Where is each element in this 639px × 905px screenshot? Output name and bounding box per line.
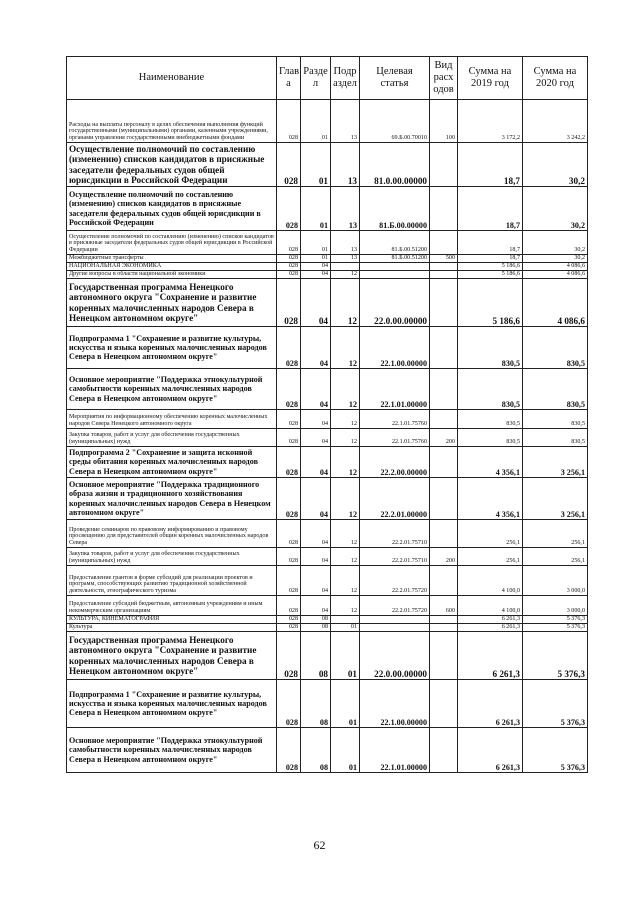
row-podrazdel: 12 xyxy=(331,447,360,478)
row-glava: 028 xyxy=(277,263,301,271)
row-target: 22.1.00.00000 xyxy=(360,327,430,369)
row-sum-2020: 5 376,3 xyxy=(523,624,588,632)
row-podrazdel: 01 xyxy=(331,624,360,632)
row-podrazdel: 12 xyxy=(331,271,360,279)
row-glava: 028 xyxy=(277,327,301,369)
table-row xyxy=(67,369,588,410)
table-row xyxy=(67,231,588,255)
row-sum-2019: 18,7 xyxy=(458,255,523,263)
row-glava: 028 xyxy=(277,143,301,187)
row-razdel: 04 xyxy=(301,327,331,369)
table-row xyxy=(67,429,588,447)
row-razdel: 04 xyxy=(301,263,331,271)
row-vid xyxy=(430,263,458,271)
row-target xyxy=(360,263,430,271)
row-sum-2020: 30,2 xyxy=(523,187,588,231)
row-sum-2019: 830,5 xyxy=(458,369,523,410)
row-vid xyxy=(430,410,458,429)
row-vid xyxy=(430,279,458,327)
row-sum-2019: 5 186,6 xyxy=(458,271,523,279)
row-sum-2020: 5 376,3 xyxy=(523,632,588,680)
row-podrazdel xyxy=(331,263,360,271)
row-name: Мероприятия по информационному обеспечению коренных малочисленных народов Севера Ненецкого автономного округа xyxy=(67,410,277,429)
row-target: 81.Б.00.51200 xyxy=(360,231,430,255)
row-target xyxy=(360,616,430,624)
row-target: 81.0.00.00000 xyxy=(360,143,430,187)
row-podrazdel: 13 xyxy=(331,187,360,231)
row-podrazdel: 12 xyxy=(331,369,360,410)
row-glava: 028 xyxy=(277,447,301,478)
table-row xyxy=(67,447,588,478)
table-row xyxy=(67,255,588,263)
row-sum-2020: 830,5 xyxy=(523,327,588,369)
row-name: Подпрограмма 1 "Сохранение и развитие культуры, искусства и языка коренных малочисленных народов Севера в Ненецком автономном округе" xyxy=(67,680,277,728)
row-name: Основное мероприятие "Поддержка традиционного образа жизни и традиционного хозяйствования коренных малочисленных народов Севера в Ненецком автономном округе" xyxy=(67,478,277,520)
row-podrazdel: 01 xyxy=(331,680,360,728)
row-podrazdel xyxy=(331,616,360,624)
row-sum-2019: 4 100,0 xyxy=(458,566,523,596)
table-row xyxy=(67,624,588,632)
row-sum-2019: 4 356,1 xyxy=(458,478,523,520)
row-name: Осуществление полномочий по составлению (изменению) списков кандидатов в присяжные заседатели федеральных судов общей юрисдикции в Российской Федерации xyxy=(67,231,277,255)
row-name: Проведение семинаров по правовому информированию и правовому просвещению для представителей общин коренных малочисленных народов Севера xyxy=(67,520,277,548)
budget-table xyxy=(66,56,588,773)
header-name: Наименование xyxy=(67,57,277,100)
row-razdel: 04 xyxy=(301,520,331,548)
row-razdel: 04 xyxy=(301,279,331,327)
row-razdel: 08 xyxy=(301,632,331,680)
row-sum-2020: 4 086,6 xyxy=(523,263,588,271)
row-razdel: 08 xyxy=(301,624,331,632)
row-name: Осуществление полномочий по составлению (изменению) списков кандидатов в присяжные заседатели федеральных судов общей юрисдикции в Российской Федерации xyxy=(67,187,277,231)
row-sum-2020: 30,2 xyxy=(523,255,588,263)
row-glava: 028 xyxy=(277,728,301,773)
row-podrazdel: 12 xyxy=(331,520,360,548)
row-razdel: 04 xyxy=(301,478,331,520)
row-razdel: 08 xyxy=(301,680,331,728)
row-glava: 028 xyxy=(277,548,301,566)
row-glava: 028 xyxy=(277,255,301,263)
row-glava: 028 xyxy=(277,279,301,327)
row-sum-2020: 830,5 xyxy=(523,429,588,447)
row-glava: 028 xyxy=(277,231,301,255)
row-podrazdel: 12 xyxy=(331,429,360,447)
row-glava: 028 xyxy=(277,429,301,447)
row-glava: 028 xyxy=(277,616,301,624)
header-glava: Глав а xyxy=(277,57,301,100)
row-podrazdel: 13 xyxy=(331,255,360,263)
row-glava: 028 xyxy=(277,566,301,596)
row-name: Межбюджетные трансферты xyxy=(67,255,277,263)
row-vid xyxy=(430,680,458,728)
row-sum-2020: 256,1 xyxy=(523,548,588,566)
row-sum-2019: 18,7 xyxy=(458,231,523,255)
row-vid: 100 xyxy=(430,100,458,143)
table-row xyxy=(67,279,588,327)
row-glava: 028 xyxy=(277,680,301,728)
row-glava: 028 xyxy=(277,478,301,520)
row-podrazdel: 12 xyxy=(331,327,360,369)
row-name: КУЛЬТУРА, КИНЕМАТОГРАФИЯ xyxy=(67,616,277,624)
row-vid: 200 xyxy=(430,429,458,447)
row-vid xyxy=(430,143,458,187)
row-podrazdel: 12 xyxy=(331,478,360,520)
header-row xyxy=(67,57,588,100)
row-sum-2019: 18,7 xyxy=(458,187,523,231)
row-podrazdel: 13 xyxy=(331,100,360,143)
row-razdel: 08 xyxy=(301,616,331,624)
row-glava: 028 xyxy=(277,596,301,616)
table-row xyxy=(67,616,588,624)
row-target: 22.1.01.00000 xyxy=(360,728,430,773)
row-glava: 028 xyxy=(277,624,301,632)
row-vid xyxy=(430,271,458,279)
table-row xyxy=(67,271,588,279)
row-podrazdel: 12 xyxy=(331,596,360,616)
row-sum-2019: 830,5 xyxy=(458,327,523,369)
row-razdel: 04 xyxy=(301,271,331,279)
table-row xyxy=(67,680,588,728)
row-vid xyxy=(430,187,458,231)
row-vid xyxy=(430,520,458,548)
row-vid xyxy=(430,728,458,773)
header-podrazdel: Подр аздел xyxy=(331,57,360,100)
row-name: Предоставление субсидий бюджетным, автономным учреждениям и иным некоммерческим организациям xyxy=(67,596,277,616)
row-sum-2020: 5 376,3 xyxy=(523,680,588,728)
row-razdel: 01 xyxy=(301,255,331,263)
row-name: Расходы на выплаты персоналу в целях обеспечения выполнения функций государственными (муниципальными) органами, казенными учреждениями, органами управления государственными внебюджетными фондами xyxy=(67,100,277,143)
row-sum-2020: 3 256,1 xyxy=(523,478,588,520)
row-sum-2019: 6 261,3 xyxy=(458,616,523,624)
row-name: Подпрограмма 2 "Сохранение и защита исконной среды обитания коренных малочисленных народов Севера в Ненецком автономном округе" xyxy=(67,447,277,478)
header-target: Целевая статья xyxy=(360,57,430,100)
table-row xyxy=(67,520,588,548)
header-vid: Вид расх одов xyxy=(430,57,458,100)
row-sum-2020: 4 086,6 xyxy=(523,279,588,327)
row-razdel: 04 xyxy=(301,429,331,447)
row-target: 81.Б.00.51200 xyxy=(360,255,430,263)
row-sum-2020: 5 376,3 xyxy=(523,728,588,773)
row-target: 22.2.00.00000 xyxy=(360,447,430,478)
header-sum-2019: Сумма на 2019 год xyxy=(458,57,523,100)
row-glava: 028 xyxy=(277,187,301,231)
row-sum-2020: 3 000,0 xyxy=(523,566,588,596)
table-row xyxy=(67,728,588,773)
table-row xyxy=(67,632,588,680)
header-sum-2020: Сумма на 2020 год xyxy=(523,57,588,100)
row-glava: 028 xyxy=(277,632,301,680)
row-target: 22.2.01.75720 xyxy=(360,596,430,616)
table-body xyxy=(67,100,588,773)
row-vid xyxy=(430,478,458,520)
row-target: 22.1.00.00000 xyxy=(360,680,430,728)
table-row xyxy=(67,410,588,429)
row-sum-2019: 6 261,3 xyxy=(458,632,523,680)
row-vid xyxy=(430,616,458,624)
row-target xyxy=(360,271,430,279)
row-vid xyxy=(430,632,458,680)
row-vid xyxy=(430,566,458,596)
row-vid xyxy=(430,447,458,478)
row-podrazdel: 12 xyxy=(331,566,360,596)
row-target: 22.2.01.75710 xyxy=(360,548,430,566)
row-target: 22.2.01.75720 xyxy=(360,566,430,596)
row-sum-2019: 3 172,2 xyxy=(458,100,523,143)
row-razdel: 08 xyxy=(301,728,331,773)
table-row xyxy=(67,100,588,143)
row-name: НАЦИОНАЛЬНАЯ ЭКОНОМИКА xyxy=(67,263,277,271)
row-vid: 500 xyxy=(430,255,458,263)
header-razdel: Разде л xyxy=(301,57,331,100)
row-sum-2020: 3 242,2 xyxy=(523,100,588,143)
row-target: 22.2.01.00000 xyxy=(360,478,430,520)
table-row xyxy=(67,566,588,596)
row-podrazdel: 12 xyxy=(331,548,360,566)
row-target: 22.2.01.75710 xyxy=(360,520,430,548)
table-row xyxy=(67,187,588,231)
row-sum-2019: 18,7 xyxy=(458,143,523,187)
row-razdel: 01 xyxy=(301,231,331,255)
row-sum-2020: 30,2 xyxy=(523,231,588,255)
row-razdel: 01 xyxy=(301,187,331,231)
row-name: Основное мероприятие "Поддержка этнокультурной самобытности коренных малочисленных народов Севера в Ненецком автономном округе" xyxy=(67,728,277,773)
row-target: 22.0.00.00000 xyxy=(360,632,430,680)
table-row xyxy=(67,263,588,271)
row-vid: 200 xyxy=(430,548,458,566)
row-name: Государственная программа Ненецкого автономного округа "Сохранение и развитие коренных малочисленных народов Севера в Ненецком автономном округе" xyxy=(67,279,277,327)
row-sum-2019: 6 261,3 xyxy=(458,624,523,632)
table-row xyxy=(67,548,588,566)
row-razdel: 04 xyxy=(301,369,331,410)
row-sum-2020: 30,2 xyxy=(523,143,588,187)
table-row xyxy=(67,143,588,187)
table-row xyxy=(67,478,588,520)
row-vid xyxy=(430,624,458,632)
row-name: Осуществление полномочий по составлению (изменению) списков кандидатов в присяжные заседатели федеральных судов общей юрисдикции в Российской Федерации xyxy=(67,143,277,187)
row-name: Предоставление грантов в форме субсидий для реализации проектов и программ, способствующих развитию традиционной хозяйственной деятельности, этнографического туризма xyxy=(67,566,277,596)
row-name: Другие вопросы в области национальной экономики xyxy=(67,271,277,279)
row-target: 69.Б.00.70010 xyxy=(360,100,430,143)
row-razdel: 04 xyxy=(301,410,331,429)
row-sum-2019: 256,1 xyxy=(458,548,523,566)
row-razdel: 04 xyxy=(301,447,331,478)
row-podrazdel: 13 xyxy=(331,143,360,187)
row-sum-2019: 830,5 xyxy=(458,429,523,447)
row-podrazdel: 12 xyxy=(331,279,360,327)
row-name: Основное мероприятие "Поддержка этнокультурной самобытности коренных малочисленных народов Севера в Ненецком автономном округе" xyxy=(67,369,277,410)
table-row xyxy=(67,596,588,616)
row-sum-2019: 5 186,6 xyxy=(458,279,523,327)
row-sum-2020: 830,5 xyxy=(523,410,588,429)
row-sum-2019: 6 261,3 xyxy=(458,680,523,728)
row-target: 22.1.01.75760 xyxy=(360,429,430,447)
row-podrazdel: 13 xyxy=(331,231,360,255)
row-razdel: 01 xyxy=(301,143,331,187)
row-vid: 600 xyxy=(430,596,458,616)
row-sum-2020: 3 000,0 xyxy=(523,596,588,616)
row-sum-2019: 4 100,0 xyxy=(458,596,523,616)
table-row xyxy=(67,327,588,369)
page-number: 62 xyxy=(313,838,326,852)
row-razdel: 04 xyxy=(301,566,331,596)
row-podrazdel: 12 xyxy=(331,410,360,429)
row-sum-2019: 6 261,3 xyxy=(458,728,523,773)
row-razdel: 04 xyxy=(301,596,331,616)
row-target: 22.1.01.75760 xyxy=(360,410,430,429)
row-name: Закупка товаров, работ и услуг для обеспечения государственных (муниципальных) нужд xyxy=(67,548,277,566)
row-sum-2020: 5 376,3 xyxy=(523,616,588,624)
row-sum-2020: 830,5 xyxy=(523,369,588,410)
row-glava: 028 xyxy=(277,100,301,143)
row-glava: 028 xyxy=(277,410,301,429)
row-glava: 028 xyxy=(277,369,301,410)
row-sum-2019: 830,5 xyxy=(458,410,523,429)
row-name: Закупка товаров, работ и услуг для обеспечения государственных (муниципальных) нужд xyxy=(67,429,277,447)
row-podrazdel: 01 xyxy=(331,632,360,680)
row-target: 81.Б.00.00000 xyxy=(360,187,430,231)
row-vid xyxy=(430,369,458,410)
row-sum-2020: 256,1 xyxy=(523,520,588,548)
row-name: Культура xyxy=(67,624,277,632)
row-vid xyxy=(430,231,458,255)
row-sum-2019: 5 186,6 xyxy=(458,263,523,271)
row-sum-2020: 3 256,1 xyxy=(523,447,588,478)
row-sum-2019: 256,1 xyxy=(458,520,523,548)
row-glava: 028 xyxy=(277,520,301,548)
row-vid xyxy=(430,327,458,369)
row-podrazdel: 01 xyxy=(331,728,360,773)
row-target: 22.1.01.00000 xyxy=(360,369,430,410)
row-razdel: 04 xyxy=(301,548,331,566)
row-razdel: 01 xyxy=(301,100,331,143)
row-target: 22.0.00.00000 xyxy=(360,279,430,327)
row-sum-2020: 4 086,6 xyxy=(523,271,588,279)
row-name: Подпрограмма 1 "Сохранение и развитие культуры, искусства и языка коренных малочисленных народов Севера в Ненецком автономном округе" xyxy=(67,327,277,369)
row-name: Государственная программа Ненецкого автономного округа "Сохранение и развитие коренных малочисленных народов Севера в Ненецком автономном округе" xyxy=(67,632,277,680)
row-target xyxy=(360,624,430,632)
row-glava: 028 xyxy=(277,271,301,279)
row-sum-2019: 4 356,1 xyxy=(458,447,523,478)
